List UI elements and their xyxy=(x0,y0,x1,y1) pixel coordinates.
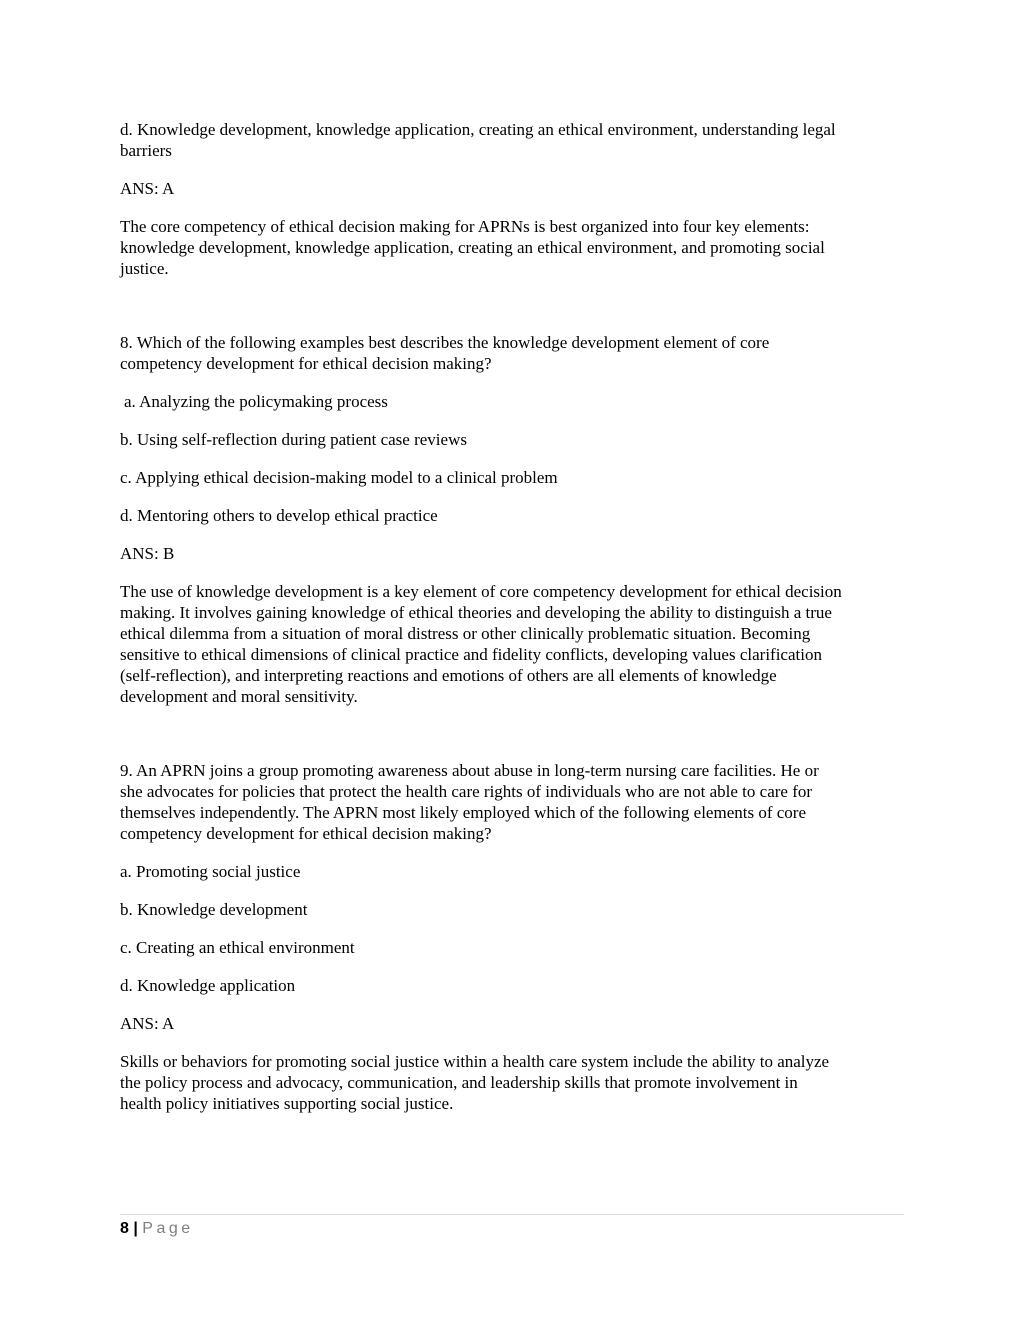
rationale-line: ethical dilemma from a situation of moral distress or other clinically problematic situation. Becoming xyxy=(120,624,811,643)
question-8-stem xyxy=(120,332,904,374)
question-9-answer: ANS: A xyxy=(120,1014,175,1033)
footer-separator: | xyxy=(133,1220,138,1237)
question-8-option-c: c. Applying ethical decision-making model to a clinical problem xyxy=(120,468,558,487)
document-body xyxy=(120,119,904,1114)
rationale-line: development and moral sensitivity. xyxy=(120,687,358,706)
stem-line: competency development for ethical decision making? xyxy=(120,824,492,843)
page-footer xyxy=(120,1214,904,1240)
rationale-line: Skills or behaviors for promoting social justice within a health care system include the ability to analyze xyxy=(120,1052,830,1071)
rationale-line: the policy process and advocacy, communication, and leadership skills that promote involvement in xyxy=(120,1073,798,1092)
question-9-option-a: a. Promoting social justice xyxy=(120,862,301,881)
stem-line: themselves independently. The APRN most likely employed which of the following elements of core xyxy=(120,803,807,822)
page-number: 8 xyxy=(120,1220,129,1237)
question-8-option-a: a. Analyzing the policymaking process xyxy=(124,392,388,411)
rationale-line: knowledge development, knowledge application, creating an ethical environment, and promoting social xyxy=(120,238,825,257)
question-9-rationale xyxy=(120,1051,904,1114)
option-text: d. Knowledge development, knowledge application, creating an ethical environment, understanding legal xyxy=(120,120,836,139)
question-7-rationale xyxy=(120,216,904,279)
rationale-line: The core competency of ethical decision making for APRNs is best organized into four key elements: xyxy=(120,217,810,236)
rationale-line: health policy initiatives supporting social justice. xyxy=(120,1094,454,1113)
rationale-line: (self-reflection), and interpreting reactions and emotions of others are all elements of knowledge xyxy=(120,666,777,685)
question-8-option-d: d. Mentoring others to develop ethical practice xyxy=(120,506,438,525)
question-9-option-c: c. Creating an ethical environment xyxy=(120,938,355,957)
rationale-line: sensitive to ethical dimensions of clinical practice and fidelity conflicts, developing values clarification xyxy=(120,645,822,664)
stem-line: competency development for ethical decision making? xyxy=(120,354,492,373)
question-9-option-b: b. Knowledge development xyxy=(120,900,308,919)
rationale-line: The use of knowledge development is a key element of core competency development for ethical decision xyxy=(120,582,842,601)
question-8-answer: ANS: B xyxy=(120,544,175,563)
question-9-option-d: d. Knowledge application xyxy=(120,976,296,995)
question-8-rationale xyxy=(120,581,904,707)
stem-line: she advocates for policies that protect the health care rights of individuals who are not able to care for xyxy=(120,782,813,801)
rationale-line: justice. xyxy=(120,259,169,278)
stem-line: 8. Which of the following examples best describes the knowledge development element of core xyxy=(120,333,770,352)
rationale-line: making. It involves gaining knowledge of ethical theories and developing the ability to distinguish a true xyxy=(120,603,832,622)
option-text: barriers xyxy=(120,141,172,160)
question-9-stem xyxy=(120,760,904,844)
page-label: Page xyxy=(142,1220,194,1237)
stem-line: 9. An APRN joins a group promoting awareness about abuse in long-term nursing care facilities. He or xyxy=(120,761,819,780)
question-7-option-d xyxy=(120,119,904,161)
question-7-answer: ANS: A xyxy=(120,179,175,198)
question-8-option-b: b. Using self-reflection during patient case reviews xyxy=(120,430,467,449)
